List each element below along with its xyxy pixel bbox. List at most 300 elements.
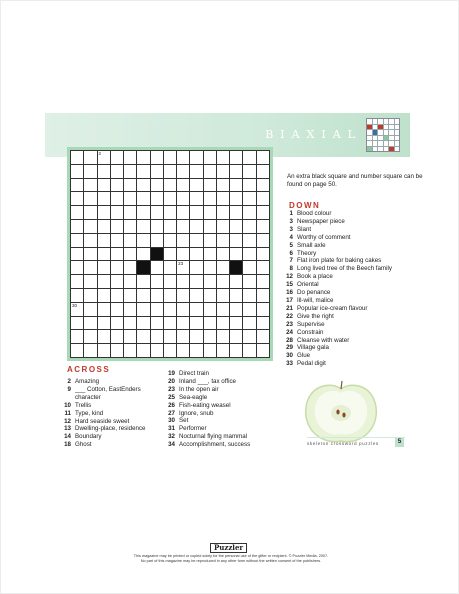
grid-cell[interactable] xyxy=(124,261,137,275)
grid-cell[interactable] xyxy=(230,248,243,262)
grid-cell[interactable] xyxy=(98,330,111,344)
grid-cell[interactable] xyxy=(257,344,270,358)
clue-item xyxy=(161,402,250,410)
clue-number: 12 xyxy=(286,273,293,281)
grid-cell[interactable] xyxy=(177,220,190,234)
grid-cell[interactable] xyxy=(137,151,150,165)
grid-cell[interactable] xyxy=(190,234,203,248)
clue-item xyxy=(279,257,392,265)
grid-cell[interactable] xyxy=(124,303,137,317)
grid-cell[interactable] xyxy=(243,165,256,179)
grid-cell[interactable] xyxy=(257,261,270,275)
grid-cell[interactable] xyxy=(164,179,177,193)
clue-number: 14 xyxy=(64,433,71,441)
grid-cell[interactable] xyxy=(243,344,256,358)
grid-cell[interactable] xyxy=(71,275,84,289)
grid-cell[interactable] xyxy=(151,151,164,165)
grid-cell[interactable] xyxy=(71,330,84,344)
grid-cell[interactable] xyxy=(137,344,150,358)
clue-text: Pedal digit xyxy=(297,360,326,368)
clue-item xyxy=(279,337,392,345)
clue-item xyxy=(279,297,392,305)
grid-cell[interactable] xyxy=(151,234,164,248)
grid-cell[interactable] xyxy=(164,248,177,262)
grid-cell[interactable] xyxy=(84,165,97,179)
grid-cell[interactable] xyxy=(217,261,230,275)
grid-cell[interactable] xyxy=(164,220,177,234)
grid-cell[interactable] xyxy=(111,289,124,303)
grid-cell[interactable] xyxy=(190,165,203,179)
grid-cell[interactable] xyxy=(217,289,230,303)
grid-cell[interactable] xyxy=(151,330,164,344)
grid-cell[interactable] xyxy=(204,261,217,275)
grid-cell[interactable] xyxy=(190,248,203,262)
puzzler-logo: Puzzler xyxy=(210,543,247,553)
grid-cell[interactable] xyxy=(230,330,243,344)
clue-number: 24 xyxy=(286,328,293,336)
grid-cell[interactable] xyxy=(164,206,177,220)
grid-cell[interactable] xyxy=(84,220,97,234)
clue-text: Hard seaside sweet xyxy=(75,417,130,425)
grid-cell[interactable] xyxy=(151,206,164,220)
grid-cell[interactable] xyxy=(124,248,137,262)
grid-cell[interactable] xyxy=(190,344,203,358)
grid-cell[interactable] xyxy=(217,179,230,193)
grid-cell[interactable] xyxy=(217,303,230,317)
grid-cell[interactable] xyxy=(204,289,217,303)
grid-cell[interactable] xyxy=(71,234,84,248)
grid-cell[interactable] xyxy=(230,303,243,317)
grid-cell[interactable] xyxy=(137,192,150,206)
clue-item xyxy=(279,210,392,218)
grid-cell[interactable] xyxy=(257,248,270,262)
grid-cell[interactable] xyxy=(177,151,190,165)
grid-cell[interactable] xyxy=(98,344,111,358)
clue-item xyxy=(279,281,392,289)
grid-cell[interactable] xyxy=(243,303,256,317)
grid-cell[interactable] xyxy=(177,248,190,262)
grid-cell[interactable] xyxy=(84,234,97,248)
grid-cell[interactable] xyxy=(164,192,177,206)
grid-cell[interactable] xyxy=(111,317,124,331)
grid-cell[interactable] xyxy=(230,206,243,220)
clue-text: Popular ice-cream flavour xyxy=(297,304,368,312)
grid-cell[interactable] xyxy=(137,179,150,193)
grid-cell[interactable] xyxy=(257,192,270,206)
grid-cell[interactable] xyxy=(217,248,230,262)
clue-item xyxy=(279,273,392,281)
clue-text: Nocturnal flying mammal xyxy=(179,433,248,441)
grid-cell[interactable] xyxy=(71,289,84,303)
grid-cell[interactable] xyxy=(230,165,243,179)
grid-cell[interactable] xyxy=(257,317,270,331)
grid-cell[interactable] xyxy=(98,220,111,234)
grid-cell[interactable] xyxy=(98,289,111,303)
grid-cell[interactable] xyxy=(243,234,256,248)
grid-cell[interactable] xyxy=(84,179,97,193)
crossword-grid-frame xyxy=(67,147,273,361)
grid-cell[interactable] xyxy=(190,179,203,193)
clue-text: Set xyxy=(179,417,189,425)
grid-cell[interactable] xyxy=(177,344,190,358)
grid-cell[interactable] xyxy=(230,192,243,206)
grid-cell[interactable] xyxy=(84,192,97,206)
grid-cell[interactable] xyxy=(177,165,190,179)
grid-cell[interactable] xyxy=(124,234,137,248)
grid-cell[interactable] xyxy=(98,179,111,193)
down-clues xyxy=(279,210,392,368)
grid-cell[interactable] xyxy=(204,192,217,206)
clue-text: Type, kind xyxy=(75,409,104,417)
grid-cell[interactable] xyxy=(151,179,164,193)
grid-cell[interactable] xyxy=(204,317,217,331)
clue-number: 26 xyxy=(168,401,175,409)
grid-cell[interactable] xyxy=(111,330,124,344)
clue-item xyxy=(161,410,250,418)
clue-number: 12 xyxy=(64,417,71,425)
black-square xyxy=(151,248,164,262)
grid-cell[interactable] xyxy=(71,220,84,234)
grid-cell[interactable] xyxy=(257,303,270,317)
clue-item xyxy=(279,242,392,250)
clue-item xyxy=(57,441,146,449)
grid-cell[interactable] xyxy=(124,151,137,165)
grid-cell[interactable] xyxy=(71,206,84,220)
clue-text: Performer xyxy=(179,425,207,433)
grid-cell[interactable] xyxy=(124,289,137,303)
clue-item xyxy=(279,226,392,234)
grid-cell[interactable] xyxy=(137,234,150,248)
grid-cell[interactable] xyxy=(217,206,230,220)
clue-number: 22 xyxy=(286,312,293,320)
clue-number: 19 xyxy=(168,370,175,377)
clue-number: 13 xyxy=(64,425,71,433)
grid-cell[interactable] xyxy=(84,344,97,358)
grid-cell[interactable] xyxy=(137,165,150,179)
grid-cell[interactable] xyxy=(137,206,150,220)
grid-cell[interactable] xyxy=(124,220,137,234)
clue-number: 23 xyxy=(168,385,175,393)
clue-item xyxy=(161,425,250,433)
grid-cell[interactable] xyxy=(164,303,177,317)
clue-number: 30 xyxy=(168,417,175,425)
grid-cell[interactable] xyxy=(71,344,84,358)
grid-cell[interactable] xyxy=(98,248,111,262)
grid-cell[interactable] xyxy=(243,220,256,234)
grid-cell[interactable] xyxy=(71,303,84,317)
grid-cell[interactable] xyxy=(230,220,243,234)
clue-item xyxy=(57,433,146,441)
grid-cell[interactable] xyxy=(71,192,84,206)
grid-cell[interactable] xyxy=(164,234,177,248)
grid-cell[interactable] xyxy=(151,289,164,303)
clue-text: Theory xyxy=(297,249,317,257)
grid-cell[interactable] xyxy=(217,330,230,344)
grid-cell[interactable] xyxy=(84,206,97,220)
grid-cell[interactable] xyxy=(151,261,164,275)
grid-cell[interactable] xyxy=(151,220,164,234)
grid-cell[interactable] xyxy=(257,206,270,220)
grid-cell[interactable] xyxy=(137,220,150,234)
clue-item xyxy=(161,370,250,378)
grid-cell[interactable] xyxy=(243,192,256,206)
grid-cell[interactable] xyxy=(111,206,124,220)
grid-cell[interactable] xyxy=(217,317,230,331)
grid-cell[interactable] xyxy=(204,179,217,193)
grid-cell[interactable] xyxy=(124,344,137,358)
grid-cell[interactable] xyxy=(204,151,217,165)
grid-cell[interactable] xyxy=(137,289,150,303)
clue-item xyxy=(279,344,392,352)
grid-cell[interactable] xyxy=(243,289,256,303)
grid-cell[interactable] xyxy=(204,220,217,234)
legal-notice: This magazine may be printed or copied solely for the personal use of the gifter or recipient. © Puzzler Media, 2007. No part of this magazine may be reproduced in any other form without the written consent of the publishers. xyxy=(133,554,329,563)
grid-cell[interactable] xyxy=(204,165,217,179)
grid-cell[interactable] xyxy=(151,303,164,317)
grid-cell[interactable] xyxy=(98,151,111,165)
grid-cell[interactable] xyxy=(243,248,256,262)
clue-item xyxy=(279,305,392,313)
clue-item xyxy=(57,402,146,410)
grid-cell[interactable] xyxy=(257,165,270,179)
grid-cell[interactable] xyxy=(257,234,270,248)
grid-cell[interactable] xyxy=(111,179,124,193)
grid-cell[interactable] xyxy=(230,289,243,303)
grid-cell[interactable] xyxy=(243,275,256,289)
grid-cell[interactable] xyxy=(190,220,203,234)
grid-cell[interactable] xyxy=(230,344,243,358)
grid-cell[interactable] xyxy=(177,206,190,220)
grid-cell[interactable] xyxy=(111,261,124,275)
grid-cell[interactable] xyxy=(257,179,270,193)
grid-cell[interactable] xyxy=(71,179,84,193)
grid-cell[interactable] xyxy=(84,261,97,275)
grid-cell[interactable] xyxy=(111,303,124,317)
clue-text: Constrain xyxy=(297,328,324,336)
clue-number: 33 xyxy=(286,360,293,368)
grid-cell[interactable] xyxy=(217,151,230,165)
clue-text: Small axle xyxy=(297,241,326,249)
grid-cell[interactable] xyxy=(217,192,230,206)
grid-cell[interactable] xyxy=(204,248,217,262)
grid-cell[interactable] xyxy=(98,317,111,331)
grid-cell[interactable] xyxy=(177,303,190,317)
grid-cell[interactable] xyxy=(164,289,177,303)
clue-text: Long lived tree of the Beech family xyxy=(297,265,392,273)
grid-cell[interactable] xyxy=(137,248,150,262)
grid-cell[interactable] xyxy=(217,275,230,289)
grid-cell[interactable] xyxy=(71,317,84,331)
grid-cell[interactable] xyxy=(151,317,164,331)
clue-number: 9 xyxy=(67,385,71,393)
grid-cell[interactable] xyxy=(98,303,111,317)
grid-cell[interactable] xyxy=(124,275,137,289)
grid-cell[interactable] xyxy=(177,234,190,248)
clue-text: ___ Cotton, EastEnders xyxy=(75,385,141,393)
grid-cell[interactable] xyxy=(190,317,203,331)
grid-cell[interactable] xyxy=(71,151,84,165)
grid-cell[interactable] xyxy=(124,330,137,344)
grid-cell[interactable] xyxy=(124,206,137,220)
clue-item xyxy=(161,394,250,402)
grid-cell[interactable] xyxy=(98,206,111,220)
clue-text: Supervise xyxy=(297,320,325,328)
grid-cell[interactable] xyxy=(84,289,97,303)
grid-cell[interactable] xyxy=(111,275,124,289)
clue-text: Slant xyxy=(297,225,312,233)
clue-number: 28 xyxy=(286,336,293,344)
grid-cell[interactable] xyxy=(164,165,177,179)
grid-cell[interactable] xyxy=(257,330,270,344)
grid-cell[interactable] xyxy=(164,275,177,289)
grid-cell[interactable] xyxy=(124,192,137,206)
grid-cell[interactable] xyxy=(190,289,203,303)
grid-cell[interactable] xyxy=(177,289,190,303)
grid-cell[interactable] xyxy=(230,234,243,248)
grid-cell[interactable] xyxy=(204,303,217,317)
grid-cell[interactable] xyxy=(164,344,177,358)
grid-cell[interactable] xyxy=(164,330,177,344)
crossword-grid[interactable] xyxy=(70,150,270,358)
clue-number: 16 xyxy=(286,289,293,297)
page-number: 5 xyxy=(395,438,404,447)
grid-cell[interactable] xyxy=(243,261,256,275)
grid-cell[interactable] xyxy=(257,220,270,234)
grid-cell[interactable] xyxy=(98,165,111,179)
grid-cell[interactable] xyxy=(137,330,150,344)
grid-cell[interactable] xyxy=(177,330,190,344)
clue-text: Glue xyxy=(297,352,311,360)
grid-cell[interactable] xyxy=(111,165,124,179)
grid-cell[interactable] xyxy=(151,192,164,206)
grid-cell[interactable] xyxy=(137,317,150,331)
grid-cell[interactable] xyxy=(243,317,256,331)
across-heading: ACROSS xyxy=(67,365,111,374)
grid-cell[interactable] xyxy=(204,275,217,289)
clue-item xyxy=(161,378,250,386)
clue-number: 8 xyxy=(289,265,293,273)
grid-cell[interactable] xyxy=(217,344,230,358)
grid-cell[interactable] xyxy=(71,248,84,262)
grid-cell[interactable] xyxy=(190,261,203,275)
grid-cell[interactable] xyxy=(164,261,177,275)
grid-cell[interactable] xyxy=(217,234,230,248)
grid-cell[interactable] xyxy=(164,151,177,165)
grid-cell[interactable] xyxy=(243,151,256,165)
grid-cell[interactable] xyxy=(204,234,217,248)
grid-cell[interactable] xyxy=(111,344,124,358)
grid-cell[interactable] xyxy=(177,275,190,289)
grid-cell[interactable] xyxy=(151,165,164,179)
grid-cell[interactable] xyxy=(111,234,124,248)
grid-cell[interactable] xyxy=(204,344,217,358)
cell-number: 30 xyxy=(72,302,78,308)
clue-text: Worthy of comment xyxy=(297,233,351,241)
clue-text: Cleanse with water xyxy=(297,336,350,344)
grid-cell[interactable] xyxy=(84,317,97,331)
grid-cell[interactable] xyxy=(190,275,203,289)
grid-cell[interactable] xyxy=(190,206,203,220)
grid-cell[interactable] xyxy=(98,261,111,275)
grid-cell[interactable] xyxy=(71,261,84,275)
clue-text: Do penance xyxy=(297,289,331,297)
section-footer: skeleton crossword puzzles xyxy=(307,437,405,447)
grid-cell[interactable] xyxy=(190,151,203,165)
grid-cell[interactable] xyxy=(257,289,270,303)
grid-cell[interactable] xyxy=(177,192,190,206)
grid-cell[interactable] xyxy=(190,303,203,317)
grid-cell[interactable] xyxy=(164,317,177,331)
grid-cell[interactable] xyxy=(137,275,150,289)
grid-cell[interactable] xyxy=(137,303,150,317)
clue-text: Direct train xyxy=(179,370,209,377)
grid-cell[interactable] xyxy=(98,234,111,248)
grid-cell[interactable] xyxy=(243,206,256,220)
grid-cell[interactable] xyxy=(204,330,217,344)
grid-cell[interactable] xyxy=(84,303,97,317)
clue-number: 23 xyxy=(286,320,293,328)
clue-item xyxy=(279,218,392,226)
grid-cell[interactable] xyxy=(190,192,203,206)
grid-cell[interactable] xyxy=(98,275,111,289)
grid-cell[interactable] xyxy=(84,151,97,165)
grid-cell[interactable] xyxy=(230,151,243,165)
grid-cell[interactable] xyxy=(177,261,190,275)
grid-cell[interactable] xyxy=(84,248,97,262)
grid-cell[interactable] xyxy=(124,179,137,193)
grid-cell[interactable] xyxy=(177,179,190,193)
grid-cell[interactable] xyxy=(151,344,164,358)
grid-cell[interactable] xyxy=(124,165,137,179)
grid-cell[interactable] xyxy=(151,275,164,289)
grid-cell[interactable] xyxy=(230,179,243,193)
grid-cell[interactable] xyxy=(230,275,243,289)
across-clues-col1 xyxy=(57,378,146,449)
grid-cell[interactable] xyxy=(84,330,97,344)
grid-cell[interactable] xyxy=(98,192,111,206)
grid-cell[interactable] xyxy=(177,317,190,331)
grid-cell[interactable] xyxy=(111,151,124,165)
grid-cell[interactable] xyxy=(243,330,256,344)
clue-number: 5 xyxy=(289,241,293,249)
grid-cell[interactable] xyxy=(71,165,84,179)
grid-cell[interactable] xyxy=(124,317,137,331)
clue-text: character xyxy=(75,393,101,401)
grid-cell[interactable] xyxy=(217,165,230,179)
clue-number: 10 xyxy=(64,401,71,409)
grid-cell[interactable] xyxy=(217,220,230,234)
clue-text: In the open air xyxy=(179,385,219,393)
grid-cell[interactable] xyxy=(230,317,243,331)
grid-cell[interactable] xyxy=(243,179,256,193)
clue-text: Accomplishment, success xyxy=(179,441,251,449)
clue-text: Amazing xyxy=(75,378,100,385)
grid-cell[interactable] xyxy=(111,220,124,234)
grid-cell[interactable] xyxy=(190,330,203,344)
clue-text: Trellis xyxy=(75,401,92,409)
clue-item xyxy=(279,250,392,258)
grid-cell[interactable] xyxy=(257,151,270,165)
grid-cell[interactable] xyxy=(204,206,217,220)
grid-cell[interactable] xyxy=(257,275,270,289)
clue-number: 34 xyxy=(168,441,175,449)
clue-item xyxy=(279,313,392,321)
clue-number: 31 xyxy=(168,425,175,433)
clue-item xyxy=(279,329,392,337)
grid-cell[interactable] xyxy=(84,275,97,289)
grid-cell[interactable] xyxy=(111,248,124,262)
grid-cell[interactable] xyxy=(111,192,124,206)
